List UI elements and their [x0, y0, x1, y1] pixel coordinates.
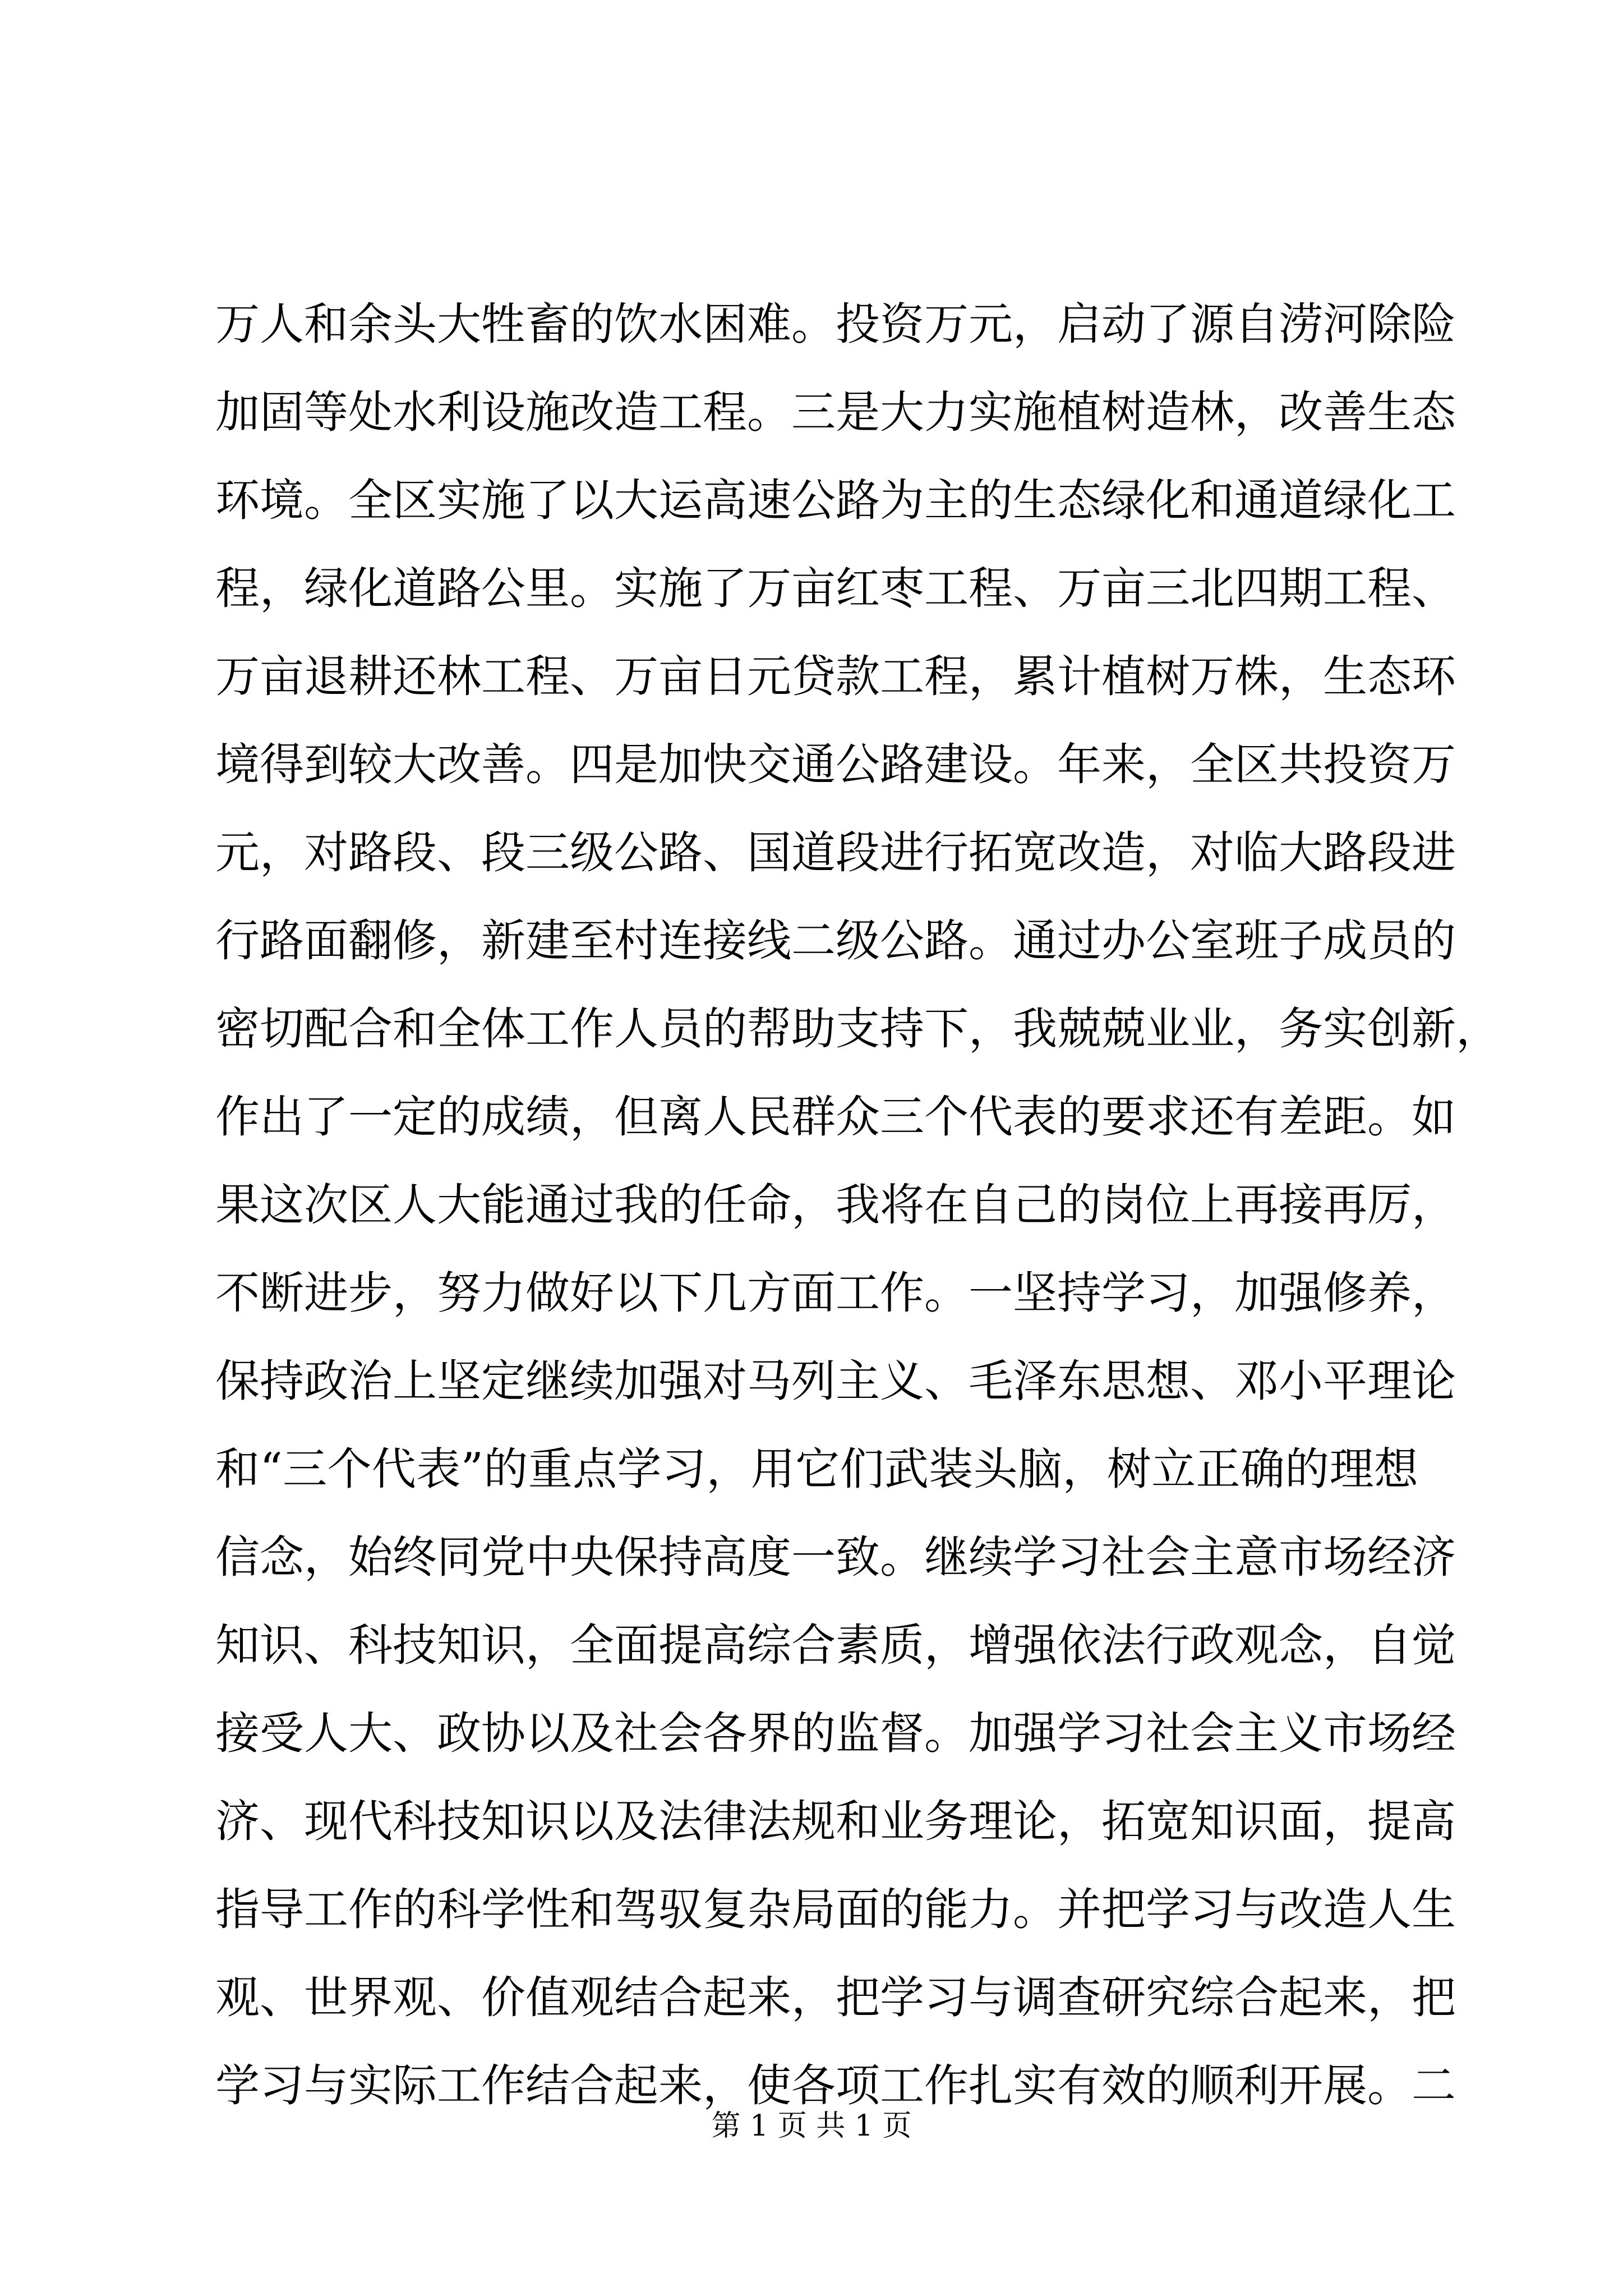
text-line: 信念，始终同党中央保持高度一致。继续学习社会主意市场经济 — [215, 1531, 1456, 1583]
text-line: 知识、科技知识，全面提高综合素质，增强依法行政观念，自觉 — [215, 1619, 1456, 1671]
text-line: 济、现代科技知识以及法律法规和业务理论，拓宽知识面，提高 — [215, 1796, 1456, 1847]
text-line: 观、世界观、价值观结合起来，把学习与调查研究综合起来，把 — [215, 1972, 1456, 2023]
text-line: 保持政治上坚定继续加强对马列主义、毛泽东思想、邓小平理论 — [215, 1355, 1456, 1407]
text-line: 元，对路段、段三级公路、国道段进行拓宽改造，对临大路段进 — [215, 827, 1456, 878]
text-line: 程，绿化道路公里。实施了万亩红枣工程、万亩三北四期工程、 — [215, 563, 1456, 614]
text-line: 作出了一定的成绩，但离人民群众三个代表的要求还有差距。如 — [215, 1091, 1456, 1143]
text-line: 密切配合和全体工作人员的帮助支持下，我兢兢业业，务实创新， — [215, 1003, 1500, 1055]
text-line: 学习与实际工作结合起来，使各项工作扎实有效的顺利开展。二 — [215, 2060, 1456, 2111]
text-line: 不断进步，努力做好以下几方面工作。一坚持学习，加强修养， — [215, 1267, 1456, 1319]
text-line: 果这次区人大能通过我的任命，我将在自己的岗位上再接再厉， — [215, 1179, 1456, 1231]
text-line: 接受人大、政协以及社会各界的监督。加强学习社会主义市场经 — [215, 1708, 1456, 1759]
text-line: 万人和余头大牲畜的饮水困难。投资万元，启动了源自涝河除险 — [215, 298, 1456, 350]
body-paragraph — [215, 296, 1500, 2146]
text-line: 境得到较大改善。四是加快交通公路建设。年来，全区共投资万 — [215, 739, 1456, 790]
text-line: 环境。全区实施了以大运高速公路为主的生态绿化和通道绿化工 — [215, 475, 1456, 526]
text-line: 指导工作的科学性和驾驭复杂局面的能力。并把学习与改造人生 — [215, 1884, 1456, 1935]
text-line: 加固等处水利设施改造工程。三是大力实施植树造林，改善生态 — [215, 386, 1456, 438]
page-footer: 第 1 页 共 1 页 — [711, 2109, 912, 2143]
text-line: 行路面翻修，新建至村连接线二级公路。通过办公室班子成员的 — [215, 915, 1456, 967]
text-line: 和“三个代表”的重点学习，用它们武装头脑，树立正确的理想 — [215, 1443, 1418, 1495]
text-line: 万亩退耕还林工程、万亩日元贷款工程，累计植树万株，生态环 — [215, 651, 1456, 702]
